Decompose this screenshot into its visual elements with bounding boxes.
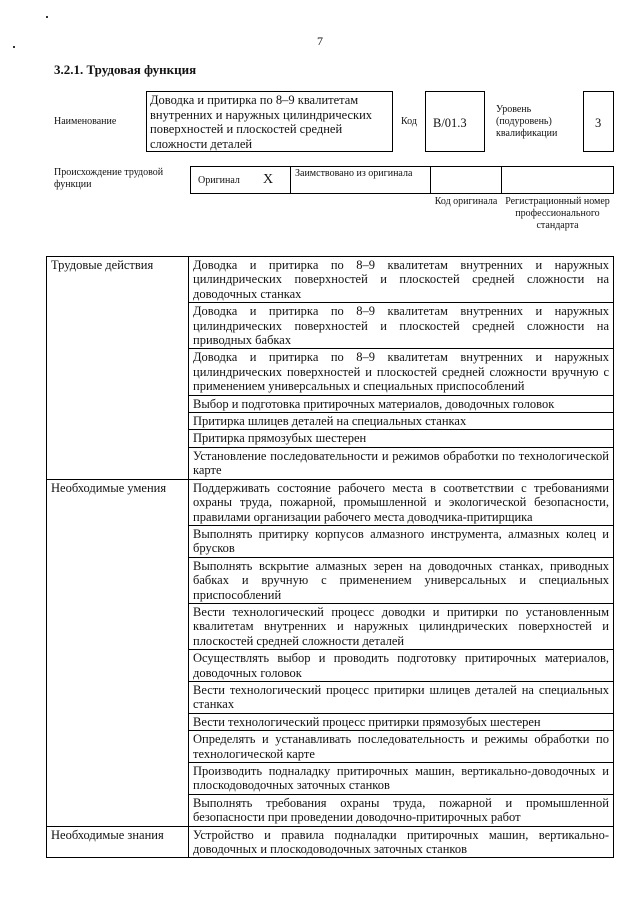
table-cell: Доводка и притирка по 8–9 квалитетам внутренних и наружных цилиндрических поверхностей и плоскостей средней сложности вручную с применением универсальных и специальных приспособлений (189, 349, 614, 395)
table-cell: Выполнять притирку корпусов алмазного инструмента, алмазных колец и брусков (189, 525, 614, 557)
original-label: Оригинал (198, 175, 240, 186)
table-row (47, 826, 614, 858)
table-cell: Выбор и подготовка притирочных материалов, доводочных головок (189, 395, 614, 412)
table-cell: Доводка и притирка по 8–9 квалитетам внутренних и наружных цилиндрических поверхностей и плоскостей средней сложности на доводочных станках (189, 257, 614, 303)
origin-divider-3 (501, 167, 502, 193)
table-cell: Производить подналадку притирочных машин, вертикально-доводочных и плоскодоводочных заточных станков (189, 763, 614, 795)
function-table (46, 256, 614, 858)
table-cell: Поддерживать состояние рабочего места в соответствии с требованиями охраны труда, пожарной, промышленной и экологической безопасности, правилами организации рабочего места доводчика-притирщика (189, 479, 614, 525)
name-label: Наименование (54, 116, 117, 127)
function-name-box (146, 91, 393, 152)
level-value: 3 (595, 116, 602, 130)
page-number: 7 (317, 34, 323, 48)
category-cell: Необходимые умения (47, 479, 189, 826)
function-name-value: Доводка и притирка по 8–9 квалитетам внутренних и наружных цилиндрических поверхностей и плоскостей средней сложности деталей (150, 93, 373, 151)
table-cell: Притирка шлицев деталей на специальных станках (189, 413, 614, 430)
category-cell: Трудовые действия (47, 257, 189, 480)
origin-label: Происхождение трудовой функции (54, 167, 164, 190)
table-cell: Устройство и правила подналадки притирочных машин, вертикально-доводочных и плоскодоводочных заточных станков (189, 826, 614, 858)
table-row (47, 257, 614, 303)
level-box (583, 91, 614, 152)
table-cell: Вести технологический процесс доводки и притирки по установленным квалитетам внутренних и наружных цилиндрических поверхностей и плоскостей средней сложности деталей (189, 603, 614, 649)
original-mark: X (263, 172, 274, 187)
table-row (47, 479, 614, 525)
borrowed-label: Заимствовано из оригинала (295, 168, 413, 179)
origin-divider-1 (290, 167, 291, 193)
table-cell: Осуществлять выбор и проводить подготовку притирочных материалов, доводочных головок (189, 650, 614, 682)
origin-row (190, 166, 614, 194)
code-box (425, 91, 485, 152)
code-label: Код (401, 116, 417, 127)
category-cell: Необходимые знания (47, 826, 189, 858)
table-cell: Установление последовательности и режимов обработки по технологической карте (189, 447, 614, 479)
table-cell: Притирка прямозубых шестерен (189, 430, 614, 447)
scan-speck (46, 16, 48, 18)
reg-number-label: Регистрационный номер профессионального стандарта (505, 196, 610, 231)
code-value: В/01.3 (433, 116, 467, 130)
code-original-label: Код оригинала (434, 196, 498, 207)
table-cell: Выполнять требования охраны труда, пожарной и промышленной безопасности при проведении доводочно-притирочных работ (189, 794, 614, 826)
table-cell: Вести технологический процесс притирки прямозубых шестерен (189, 713, 614, 730)
table-cell: Доводка и притирка по 8–9 квалитетам внутренних и наружных цилиндрических поверхностей и плоскостей средней сложности на приводных бабках (189, 303, 614, 349)
origin-divider-2 (430, 167, 431, 193)
section-title: 3.2.1. Трудовая функция (54, 62, 197, 77)
table-cell: Вести технологический процесс притирки шлицев деталей на специальных станках (189, 681, 614, 713)
table-cell: Выполнять вскрытие алмазных зерен на доводочных станках, приводных бабках и вручную с применением универсальных и специальных приспособлений (189, 557, 614, 603)
level-label: Уровень (подуровень) квалификации (496, 104, 558, 139)
table-cell: Определять и устанавливать последовательность и режимы обработки по технологической карте (189, 731, 614, 763)
